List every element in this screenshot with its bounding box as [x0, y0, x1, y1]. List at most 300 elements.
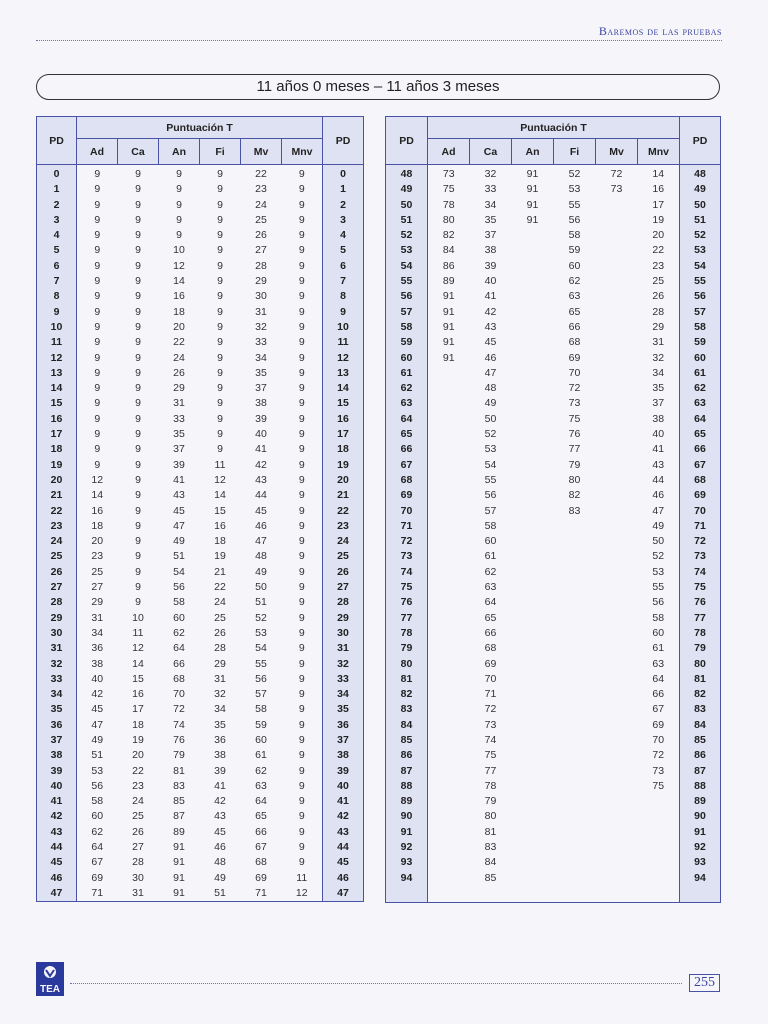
norm-table-left: [36, 116, 364, 902]
score-cell-fi: 42: [214, 795, 226, 808]
score-cell-fi: [554, 779, 596, 794]
table-row: [386, 320, 721, 335]
svg-text:TEA: TEA: [40, 984, 60, 995]
score-cell-ad: 16: [91, 504, 104, 517]
score-cell-an: [512, 228, 554, 243]
score-cell-ca: 42: [484, 305, 497, 318]
score-cell-ca: 9: [135, 519, 141, 532]
pd-cell: 50: [386, 198, 428, 213]
score-cell-mv: [596, 702, 638, 717]
footer-rule: [70, 983, 682, 984]
score-cell-mnv: 9: [298, 168, 305, 180]
pd-cell: 17: [323, 427, 364, 442]
score-cell-ca: 9: [135, 428, 141, 441]
score-cell-mv: [596, 366, 638, 381]
pd-cell: 49: [680, 182, 721, 197]
score-cell-ca: 70: [484, 672, 497, 685]
score-cell-an: [512, 855, 554, 870]
score-cell-an: 64: [173, 642, 185, 655]
column-header-ca: Ca: [118, 139, 159, 165]
score-cell-fi: [554, 595, 596, 610]
score-cell-mnv: 55: [652, 581, 665, 594]
score-cell-mnv: 19: [652, 213, 665, 226]
pd-cell: 4: [37, 228, 77, 243]
score-cell-an: 70: [173, 688, 185, 701]
score-cell-fi: 39: [214, 764, 226, 777]
score-cell-fi: 45: [214, 825, 226, 838]
pd-cell: 15: [323, 396, 364, 411]
score-cell-ca: 10: [132, 611, 144, 624]
score-cell-mnv: [638, 840, 680, 855]
score-cell-ad: 9: [94, 458, 101, 471]
empty-cell: [638, 886, 680, 903]
pd-cell: 66: [386, 442, 428, 457]
score-cell-an: 91: [173, 856, 185, 869]
score-cell-fi: 52: [568, 168, 581, 180]
score-cell-ad: [428, 488, 470, 503]
score-cell-mnv: 63: [652, 657, 665, 670]
pd-cell: 65: [680, 427, 721, 442]
score-cell-ad: 9: [94, 320, 101, 333]
pd-cell: 61: [386, 366, 428, 381]
score-cell-ca: 9: [135, 213, 141, 226]
score-cell-ad: 51: [91, 749, 104, 762]
pd-cell: 80: [680, 657, 721, 672]
score-cell-an: 10: [173, 244, 185, 257]
table-row: [37, 855, 364, 870]
score-cell-an: 76: [173, 733, 185, 746]
score-cell-mv: 28: [255, 259, 267, 272]
pd-cell: 77: [680, 611, 721, 626]
score-cell-ad: [428, 366, 470, 381]
score-cell-ad: 36: [91, 642, 104, 655]
pd-cell: 28: [37, 595, 77, 610]
score-cell-fi: 22: [214, 581, 226, 594]
table-row: [386, 549, 721, 564]
score-cell-ad: 12: [91, 473, 104, 486]
score-cell-mnv: 9: [298, 336, 305, 349]
table-row: [386, 687, 721, 702]
column-header-mnv: Mnv: [638, 139, 680, 165]
score-cell-mv: [596, 259, 638, 274]
score-cell-fi: 53: [568, 183, 581, 196]
pd-cell: 67: [680, 458, 721, 473]
score-cell-mv: [596, 794, 638, 809]
pd-cell: 85: [680, 733, 721, 748]
table-row: [37, 305, 364, 320]
score-cell-ad: [428, 504, 470, 519]
score-cell-ca: 9: [135, 305, 141, 318]
score-cell-ca: 66: [484, 626, 497, 639]
score-cell-mnv: 9: [298, 657, 305, 670]
score-cell-ad: 9: [94, 259, 101, 272]
pd-cell: 7: [323, 274, 364, 289]
column-header-fi: Fi: [554, 139, 596, 165]
score-cell-an: 79: [173, 749, 185, 762]
table-row: [386, 488, 721, 503]
score-cell-ad: 53: [91, 764, 104, 777]
score-cell-ca: 26: [132, 825, 144, 838]
pd-cell: 38: [37, 748, 77, 763]
score-cell-fi: [554, 626, 596, 641]
score-cell-ca: 9: [135, 596, 141, 609]
score-cell-ad: 42: [91, 688, 104, 701]
pd-cell: 26: [37, 565, 77, 580]
score-cell-fi: 32: [214, 688, 226, 701]
score-cell-ad: [428, 427, 470, 442]
pd-cell: 9: [37, 305, 77, 320]
header-rule: [36, 40, 722, 41]
score-cell-ca: 20: [132, 749, 144, 762]
score-cell-mv: 55: [255, 657, 267, 670]
score-cell-an: 9: [176, 183, 182, 196]
pd-cell: 78: [680, 626, 721, 641]
score-cell-ca: 25: [132, 810, 144, 823]
pd-cell: 35: [323, 702, 364, 717]
score-cell-ad: [428, 412, 470, 427]
pd-cell: 26: [323, 565, 364, 580]
score-cell-mnv: 69: [652, 718, 665, 731]
score-cell-ad: [428, 871, 470, 886]
score-cell-ca: 85: [484, 871, 497, 884]
pd-cell: 36: [323, 718, 364, 733]
score-cell-ca: 9: [135, 581, 141, 594]
pd-cell: 45: [37, 855, 77, 870]
table-row: [37, 228, 364, 243]
score-cell-an: [512, 442, 554, 457]
score-cell-ca: 14: [132, 657, 144, 670]
score-cell-ca: 84: [484, 856, 497, 869]
pd-cell: 5: [37, 243, 77, 258]
score-cell-mnv: 9: [298, 779, 305, 792]
score-cell-mv: [596, 871, 638, 886]
score-cell-ad: 49: [91, 733, 104, 746]
score-cell-mv: 69: [255, 871, 267, 884]
score-cell-mnv: 40: [652, 428, 665, 441]
pd-cell: 88: [680, 779, 721, 794]
pd-cell: 12: [37, 351, 77, 366]
score-cell-fi: 21: [214, 565, 226, 578]
score-cell-mv: 33: [255, 336, 267, 349]
score-cell-mnv: 9: [298, 733, 305, 746]
pd-cell: 87: [386, 764, 428, 779]
score-cell-an: 22: [173, 336, 185, 349]
table-row: [37, 626, 364, 641]
score-cell-ca: 9: [135, 473, 141, 486]
empty-cell: [386, 886, 428, 903]
score-cell-an: 24: [173, 351, 185, 364]
score-cell-mv: 59: [255, 718, 267, 731]
score-cell-ca: 61: [484, 550, 497, 563]
score-cell-fi: 14: [214, 489, 226, 502]
score-cell-mv: [596, 748, 638, 763]
score-cell-an: [512, 549, 554, 564]
score-cell-ad: 29: [91, 596, 104, 609]
pd-cell: 92: [680, 840, 721, 855]
pd-cell: 3: [37, 213, 77, 228]
score-cell-ad: 20: [91, 535, 104, 548]
pd-cell: 34: [323, 687, 364, 702]
score-cell-an: 89: [173, 825, 185, 838]
score-cell-an: 91: [526, 168, 539, 180]
score-cell-ad: [428, 825, 470, 840]
score-cell-ad: 9: [94, 336, 101, 349]
table-row: [386, 672, 721, 687]
score-cell-mv: [596, 305, 638, 320]
score-cell-mv: 65: [255, 810, 267, 823]
score-cell-mnv: 52: [652, 550, 665, 563]
score-cell-mnv: 9: [298, 795, 305, 808]
score-cell-mnv: [638, 809, 680, 824]
score-cell-ad: 56: [91, 779, 104, 792]
score-cell-mnv: 34: [652, 366, 665, 379]
score-cell-mnv: 11: [296, 871, 308, 884]
pd-cell: 21: [323, 488, 364, 503]
pd-cell: 37: [323, 733, 364, 748]
score-cell-mv: 24: [255, 198, 267, 211]
score-cell-mv: 34: [255, 351, 267, 364]
score-cell-fi: [554, 764, 596, 779]
table-row: [386, 274, 721, 289]
pd-cell: 83: [680, 702, 721, 717]
table-row: [386, 504, 721, 519]
table-row: [37, 718, 364, 733]
score-cell-fi: 9: [217, 183, 223, 196]
pd-cell: 3: [323, 213, 364, 228]
pd-cell: 45: [323, 855, 364, 870]
pd-cell: 16: [323, 412, 364, 427]
table-row: [386, 198, 721, 213]
score-cell-mv: 31: [255, 305, 267, 318]
score-cell-mv: 45: [255, 504, 267, 517]
pd-cell: 51: [386, 213, 428, 228]
pd-cell: 82: [386, 687, 428, 702]
pd-cell: 79: [680, 641, 721, 656]
score-cell-mv: [596, 840, 638, 855]
pd-cell: 53: [680, 243, 721, 258]
pd-cell: 11: [37, 335, 77, 350]
pd-cell: 76: [680, 595, 721, 610]
score-cell-ca: 19: [132, 733, 144, 746]
score-cell-mv: [596, 442, 638, 457]
pd-cell: 56: [680, 289, 721, 304]
score-cell-mnv: 22: [652, 244, 665, 257]
score-cell-ad: [428, 702, 470, 717]
score-cell-fi: [554, 733, 596, 748]
pd-cell: 89: [386, 794, 428, 809]
pd-cell: 16: [37, 412, 77, 427]
score-cell-fi: 41: [214, 779, 226, 792]
score-cell-ca: 9: [135, 412, 141, 425]
table-row: [37, 657, 364, 672]
pd-cell: 58: [680, 320, 721, 335]
score-cell-ca: 78: [484, 779, 497, 792]
score-cell-ad: 62: [91, 825, 104, 838]
pd-cell: 9: [323, 305, 364, 320]
score-cell-mnv: 9: [298, 458, 305, 471]
pd-cell: 44: [323, 840, 364, 855]
score-cell-mv: 46: [255, 519, 267, 532]
pd-cell: 25: [37, 549, 77, 564]
pd-cell: 63: [386, 396, 428, 411]
score-cell-an: [512, 289, 554, 304]
table-row: [386, 534, 721, 549]
score-cell-fi: 12: [214, 473, 226, 486]
score-cell-fi: 9: [217, 336, 223, 349]
score-cell-mv: [596, 228, 638, 243]
score-cell-mnv: 9: [298, 596, 305, 609]
score-cell-mv: 41: [255, 443, 267, 456]
score-cell-ca: 81: [484, 825, 497, 838]
score-cell-ad: 23: [91, 550, 104, 563]
table-row: [386, 641, 721, 656]
score-cell-fi: [554, 611, 596, 626]
score-cell-an: 26: [173, 366, 185, 379]
score-cell-mv: 29: [255, 275, 267, 288]
pd-cell: 31: [323, 641, 364, 656]
score-cell-mnv: 12: [295, 886, 308, 899]
score-cell-mnv: 23: [652, 259, 665, 272]
pd-cell: 57: [386, 305, 428, 320]
score-cell-ad: 9: [94, 428, 101, 441]
score-cell-ad: 47: [91, 718, 104, 731]
column-header-mv: Mv: [596, 139, 638, 165]
score-cell-fi: 9: [217, 382, 223, 395]
pd-cell: 46: [37, 871, 77, 886]
score-cell-mv: 37: [255, 382, 267, 395]
score-cell-mv: 66: [255, 825, 267, 838]
score-cell-an: [512, 580, 554, 595]
score-cell-an: 16: [173, 290, 185, 303]
score-cell-mv: [596, 626, 638, 641]
pd-cell: 13: [37, 366, 77, 381]
pd-cell: 18: [323, 442, 364, 457]
score-cell-mv: 50: [255, 581, 267, 594]
score-cell-ad: [428, 718, 470, 733]
score-cell-ad: [428, 764, 470, 779]
score-cell-mnv: 9: [298, 428, 305, 441]
pd-header: PD: [37, 117, 77, 165]
score-cell-mv: 68: [255, 856, 267, 869]
score-cell-ad: [428, 794, 470, 809]
score-cell-an: [512, 504, 554, 519]
score-cell-mnv: 9: [298, 183, 305, 196]
score-cell-ca: 9: [135, 320, 141, 333]
score-cell-an: [512, 381, 554, 396]
score-cell-mv: [596, 504, 638, 519]
pd-cell: 48: [386, 165, 428, 183]
score-cell-an: [512, 687, 554, 702]
column-header-an: An: [159, 139, 200, 165]
score-cell-ad: [428, 595, 470, 610]
score-cell-ca: 74: [484, 733, 497, 746]
table-row: [386, 794, 721, 809]
column-header-ad: Ad: [428, 139, 470, 165]
score-cell-mnv: 9: [298, 611, 305, 624]
score-cell-fi: 11: [214, 458, 226, 471]
pd-cell: 44: [37, 840, 77, 855]
score-cell-ca: 9: [135, 168, 141, 180]
pd-cell: 12: [323, 351, 364, 366]
pd-cell: 71: [680, 519, 721, 534]
pd-cell: 10: [37, 320, 77, 335]
table-row: [386, 519, 721, 534]
score-cell-ca: 16: [132, 688, 144, 701]
score-cell-ad: 45: [91, 703, 104, 716]
table-row: [386, 611, 721, 626]
score-cell-ca: 77: [484, 764, 497, 777]
score-cell-fi: 9: [217, 229, 223, 242]
pd-cell: 52: [680, 228, 721, 243]
column-header-fi: Fi: [200, 139, 241, 165]
score-cell-ca: 9: [135, 565, 141, 578]
score-cell-an: 29: [173, 382, 185, 395]
score-cell-ad: 67: [91, 856, 104, 869]
score-cell-ca: 39: [484, 259, 497, 272]
score-cell-ad: 91: [442, 290, 455, 303]
table-row: [37, 351, 364, 366]
score-cell-mv: 54: [255, 642, 267, 655]
score-cell-ad: [428, 672, 470, 687]
score-cell-an: 45: [173, 504, 185, 517]
pd-cell: 21: [37, 488, 77, 503]
pd-cell: 34: [37, 687, 77, 702]
table-row: [37, 871, 364, 886]
score-cell-an: [512, 519, 554, 534]
score-cell-an: [512, 305, 554, 320]
score-cell-mv: [596, 198, 638, 213]
pd-cell: 54: [680, 259, 721, 274]
pd-cell: 28: [323, 595, 364, 610]
table-row: [37, 565, 364, 580]
score-cell-an: 37: [173, 443, 185, 456]
score-cell-mv: 67: [255, 841, 267, 854]
pd-cell: 78: [386, 626, 428, 641]
score-cell-mnv: 41: [652, 443, 665, 456]
column-header-an: An: [512, 139, 554, 165]
score-cell-ca: 45: [484, 336, 497, 349]
score-cell-mnv: 31: [652, 336, 665, 349]
pd-cell: 1: [37, 182, 77, 197]
table-row: [37, 442, 364, 457]
table-row: [37, 412, 364, 427]
pd-cell: 6: [323, 259, 364, 274]
table-row: [386, 427, 721, 442]
score-cell-ca: 69: [484, 657, 497, 670]
score-cell-fi: [554, 840, 596, 855]
score-cell-mv: [596, 855, 638, 870]
score-cell-ca: 38: [484, 244, 497, 257]
pd-cell: 81: [386, 672, 428, 687]
score-cell-mv: [596, 825, 638, 840]
pd-cell: 38: [323, 748, 364, 763]
score-cell-fi: [554, 519, 596, 534]
pd-cell: 69: [680, 488, 721, 503]
score-cell-ca: 9: [135, 535, 141, 548]
pd-cell: 62: [386, 381, 428, 396]
table-row: [37, 764, 364, 779]
pd-cell: 70: [386, 504, 428, 519]
pd-cell: 2: [37, 198, 77, 213]
score-cell-mnv: 9: [298, 397, 305, 410]
pd-cell: 93: [680, 855, 721, 870]
score-cell-mnv: 35: [652, 382, 665, 395]
score-cell-ad: 69: [91, 871, 104, 884]
score-cell-ca: 9: [135, 229, 141, 242]
score-cell-ad: 60: [91, 810, 104, 823]
pd-cell: 23: [323, 519, 364, 534]
score-cell-mv: 22: [255, 168, 267, 180]
